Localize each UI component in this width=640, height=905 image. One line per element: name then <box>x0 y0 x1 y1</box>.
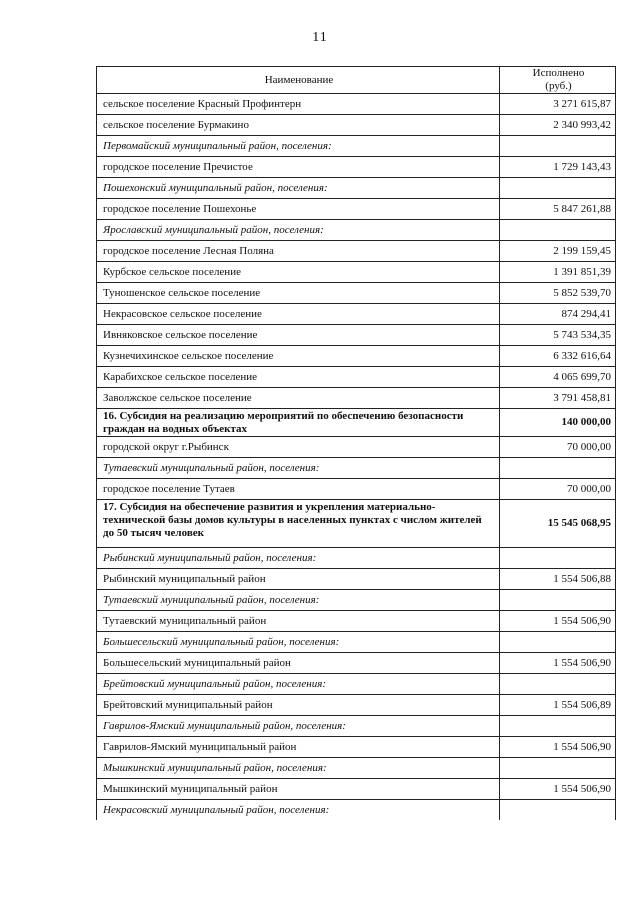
district-row <box>97 548 616 569</box>
row-name: Заволжское сельское поселение <box>97 388 500 409</box>
row-value: 6 332 616,64 <box>500 346 616 367</box>
table-row <box>97 241 616 262</box>
row-value <box>500 136 616 157</box>
row-name: Ивняковское сельское поселение <box>97 325 500 346</box>
district-row <box>97 758 616 779</box>
table-row <box>97 325 616 346</box>
header-name: Наименование <box>97 67 500 94</box>
row-value <box>500 178 616 199</box>
row-name: Курбское сельское поселение <box>97 262 500 283</box>
district-row <box>97 458 616 479</box>
district-row <box>97 590 616 611</box>
row-name: Гаврилов-Ямский муниципальный район <box>97 737 500 758</box>
district-row <box>97 716 616 737</box>
row-value: 1 554 506,90 <box>500 611 616 632</box>
district-row <box>97 136 616 157</box>
row-value: 1 554 506,90 <box>500 779 616 800</box>
row-name: Мышкинский муниципальный район <box>97 779 500 800</box>
row-name: Гаврилов-Ямский муниципальный район, поселения: <box>97 716 500 737</box>
table-row <box>97 779 616 800</box>
row-value <box>500 716 616 737</box>
row-value: 70 000,00 <box>500 479 616 500</box>
table-row <box>97 388 616 409</box>
table-row <box>97 304 616 325</box>
row-value: 2 340 993,42 <box>500 115 616 136</box>
row-value: 3 271 615,87 <box>500 94 616 115</box>
table-row <box>97 367 616 388</box>
table-row <box>97 479 616 500</box>
row-value <box>500 800 616 821</box>
row-name: 17. Субсидия на обеспечение развития и укрепления материально-технической базы домов культуры в населенных пунктах с числом жителей до 50 тысяч человек <box>97 500 500 548</box>
table-row <box>97 611 616 632</box>
row-name: Пошехонский муниципальный район, поселения: <box>97 178 500 199</box>
table-body <box>97 94 616 821</box>
row-value <box>500 590 616 611</box>
row-value: 15 545 068,95 <box>500 500 616 548</box>
row-value: 3 791 458,81 <box>500 388 616 409</box>
section-row <box>97 500 616 548</box>
row-name: Тутаевский муниципальный район, поселения: <box>97 590 500 611</box>
row-value: 5 847 261,88 <box>500 199 616 220</box>
district-row <box>97 178 616 199</box>
district-row <box>97 674 616 695</box>
row-value: 5 743 534,35 <box>500 325 616 346</box>
table-row <box>97 737 616 758</box>
row-value: 1 391 851,39 <box>500 262 616 283</box>
row-value <box>500 674 616 695</box>
budget-table <box>96 66 616 820</box>
row-name: городское поселение Лесная Поляна <box>97 241 500 262</box>
row-value: 1 554 506,90 <box>500 737 616 758</box>
row-name: Тутаевский муниципальный район, поселения: <box>97 458 500 479</box>
row-value <box>500 458 616 479</box>
row-name: 16. Субсидия на реализацию мероприятий по обеспечению безопасности граждан на водных объектах <box>97 409 500 437</box>
row-value <box>500 220 616 241</box>
section-row <box>97 409 616 437</box>
row-value: 1 554 506,88 <box>500 569 616 590</box>
row-name: Большесельский муниципальный район <box>97 653 500 674</box>
row-name: городское поселение Пошехонье <box>97 199 500 220</box>
table-row <box>97 283 616 304</box>
district-row <box>97 220 616 241</box>
table-row <box>97 262 616 283</box>
table-row <box>97 437 616 458</box>
row-name: городское поселение Пречистое <box>97 157 500 178</box>
table-row <box>97 653 616 674</box>
row-name: городское поселение Тутаев <box>97 479 500 500</box>
row-value: 1 729 143,43 <box>500 157 616 178</box>
table-row <box>97 157 616 178</box>
header-value <box>500 67 616 94</box>
row-value: 1 554 506,90 <box>500 653 616 674</box>
table-header-row <box>97 67 616 94</box>
table-row <box>97 115 616 136</box>
row-name: Кузнечихинское сельское поселение <box>97 346 500 367</box>
table-row <box>97 569 616 590</box>
district-row <box>97 800 616 821</box>
row-name: Первомайский муниципальный район, поселения: <box>97 136 500 157</box>
page-number: 11 <box>312 30 328 45</box>
row-name: сельское поселение Красный Профинтерн <box>97 94 500 115</box>
row-value: 874 294,41 <box>500 304 616 325</box>
row-name: Брейтовский муниципальный район, поселения: <box>97 674 500 695</box>
row-value: 5 852 539,70 <box>500 283 616 304</box>
row-name: Рыбинский муниципальный район, поселения: <box>97 548 500 569</box>
row-name: городской округ г.Рыбинск <box>97 437 500 458</box>
row-name: Некрасовский муниципальный район, поселения: <box>97 800 500 821</box>
row-name: Ярославский муниципальный район, поселения: <box>97 220 500 241</box>
row-name: Карабихское сельское поселение <box>97 367 500 388</box>
row-value <box>500 548 616 569</box>
table-row <box>97 346 616 367</box>
row-name: Мышкинский муниципальный район, поселения: <box>97 758 500 779</box>
row-name: сельское поселение Бурмакино <box>97 115 500 136</box>
row-name: Большесельский муниципальный район, поселения: <box>97 632 500 653</box>
row-value: 70 000,00 <box>500 437 616 458</box>
row-name: Туношенское сельское поселение <box>97 283 500 304</box>
header-value-line2: (руб.) <box>545 80 572 92</box>
table-row <box>97 695 616 716</box>
row-value: 4 065 699,70 <box>500 367 616 388</box>
row-value: 2 199 159,45 <box>500 241 616 262</box>
row-value <box>500 758 616 779</box>
row-value: 1 554 506,89 <box>500 695 616 716</box>
row-name: Некрасовское сельское поселение <box>97 304 500 325</box>
district-row <box>97 632 616 653</box>
header-value-line1: Исполнено <box>532 67 585 79</box>
row-name: Рыбинский муниципальный район <box>97 569 500 590</box>
table-row <box>97 94 616 115</box>
row-name: Тутаевский муниципальный район <box>97 611 500 632</box>
row-value <box>500 632 616 653</box>
row-name: Брейтовский муниципальный район <box>97 695 500 716</box>
table-row <box>97 199 616 220</box>
row-value: 140 000,00 <box>500 409 616 437</box>
